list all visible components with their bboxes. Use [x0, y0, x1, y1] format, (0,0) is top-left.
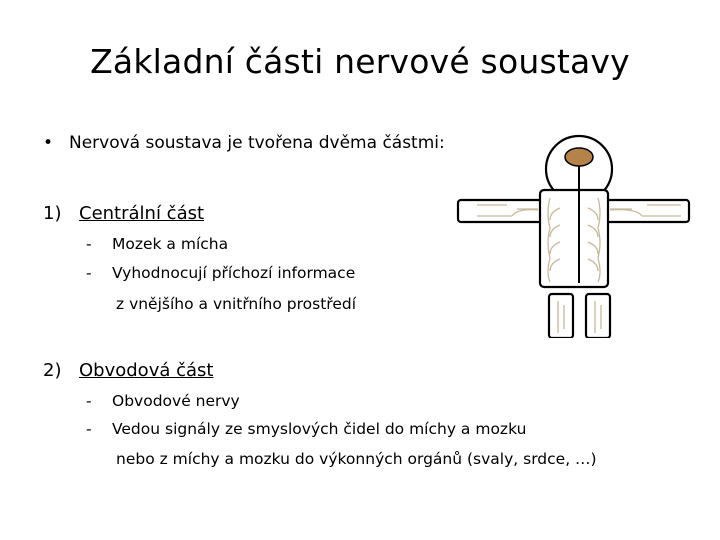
section-number: 1)	[43, 203, 62, 224]
list-dash: -	[86, 235, 92, 253]
list-item	[86, 392, 240, 410]
page-title: Základní části nervové soustavy	[90, 42, 630, 81]
list-item-text: Mozek a mícha	[112, 235, 229, 253]
list-item-continuation: z vnějšího a vnitřního prostředí	[116, 295, 357, 313]
section-title: Centrální část	[79, 203, 205, 224]
list-dash: -	[86, 264, 92, 282]
list-dash: -	[86, 420, 92, 438]
list-item-text: Obvodové nervy	[112, 392, 240, 410]
section-central-heading	[43, 203, 204, 224]
list-item	[86, 420, 526, 438]
list-item-continuation: nebo z míchy a mozku do výkonných orgánů (svaly, srdce, …)	[116, 450, 597, 468]
list-item-text: Vedou signály ze smyslových čidel do míchy a mozku	[112, 420, 527, 438]
section-number: 2)	[43, 360, 62, 381]
list-dash: -	[86, 392, 92, 410]
bullet-mark: •	[43, 133, 54, 153]
list-item	[86, 264, 355, 282]
section-title: Obvodová část	[79, 360, 214, 381]
intro-bullet	[43, 133, 445, 153]
intro-text: Nervová soustava je tvořena dvěma částmi:	[69, 133, 445, 153]
list-item	[86, 235, 228, 253]
list-item-text: Vyhodnocují příchozí informace	[112, 264, 356, 282]
nervous-system-figure-icon	[452, 133, 692, 338]
section-peripheral-heading	[43, 360, 213, 381]
